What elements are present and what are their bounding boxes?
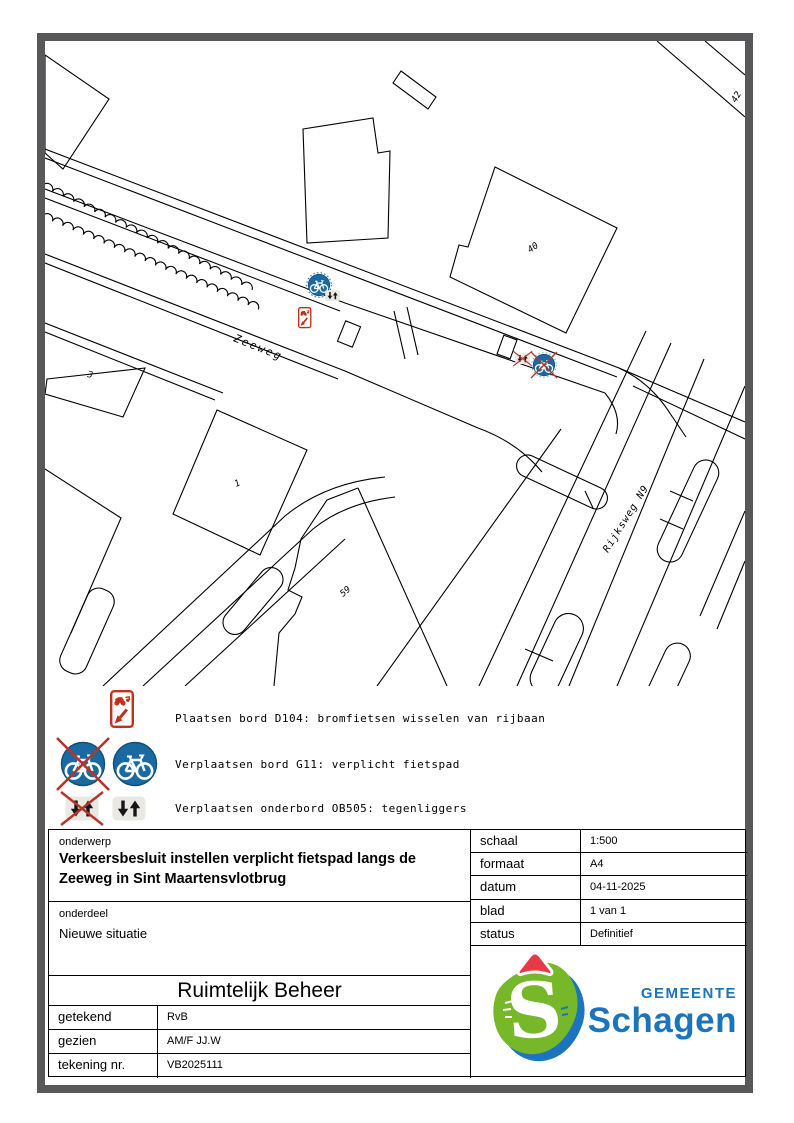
- onderwerp-label: onderwerp: [59, 836, 111, 848]
- d104-sign-icon: [110, 690, 134, 728]
- roads-zeeweg: [45, 149, 745, 472]
- svg-text:S: S: [503, 964, 565, 1057]
- blad-label: blad: [471, 900, 581, 923]
- schaal-value: 1:500: [590, 835, 618, 847]
- department-title: Ruimtelijk Beheer: [49, 976, 471, 1006]
- datum-label: datum: [471, 876, 581, 899]
- status-label: status: [471, 923, 581, 946]
- parcel-number-3: 3: [86, 370, 94, 381]
- gezien-value: AM/F JJ.W: [167, 1035, 221, 1047]
- parcel-number-1: 1: [233, 478, 243, 490]
- map-sign-d104-new: [299, 308, 311, 328]
- schaal-label: schaal: [471, 830, 581, 853]
- logo-name-text: Schagen: [587, 1000, 737, 1040]
- parcel-number-40: 40: [525, 241, 541, 256]
- onderwerp-value: Verkeersbesluit instellen verplicht fietspad langs de Zeeweg in Sint Maartensvlotbrug: [59, 851, 416, 887]
- tekening-nr-value: VB2025111: [167, 1059, 223, 1071]
- buildings: [45, 41, 745, 686]
- formaat-value: A4: [590, 858, 604, 871]
- legend-item-label-ob505: Verplaatsen onderbord OB505: tegenliggers: [175, 802, 468, 815]
- logo-cell: [471, 946, 747, 1078]
- g11-sign-crossed-icon: [60, 741, 106, 787]
- street-label-rijksweg-n9: Rijksweg N9: [601, 483, 652, 555]
- ob505-sign-crossed-icon: [65, 796, 99, 821]
- map-sign-g11-removed: [531, 352, 557, 378]
- datum-value: 04-11-2025: [590, 881, 646, 894]
- g11-sign-icon: [112, 741, 158, 787]
- formaat-label: formaat: [471, 853, 581, 876]
- onderdeel-label: onderdeel: [59, 908, 108, 920]
- status-value: Definitief: [590, 927, 633, 940]
- tree-row: [45, 183, 259, 309]
- schagen-logo-icon: [483, 949, 587, 1075]
- map-sign-ob505-removed: [513, 351, 532, 366]
- legend: [45, 686, 745, 826]
- onderdeel-value: Nieuwe situatie: [59, 926, 148, 941]
- logo-gemeente-text: GEMEENTE: [640, 984, 737, 1002]
- legend-item-label-g11: Verplaatsen bord G11: verplicht fietspad: [175, 758, 460, 771]
- parcel-number-42: 42: [729, 90, 745, 105]
- tekening-nr-label: tekening nr.: [49, 1054, 158, 1078]
- parcel-number-59: 59: [338, 584, 354, 600]
- getekend-value: RvB: [167, 1011, 188, 1023]
- map-sign-ob505-new: [325, 290, 340, 301]
- getekend-label: getekend: [49, 1006, 158, 1030]
- ob505-sign-icon: [112, 796, 146, 821]
- legend-item-label-d104: Plaatsen bord D104: bromfietsen wisselen van rijbaan: [175, 712, 546, 725]
- map-canvas: [45, 41, 745, 686]
- blad-value: 1 van 1: [590, 904, 627, 917]
- titleblock: [48, 829, 746, 1077]
- gezien-label: gezien: [49, 1030, 158, 1054]
- street-label-zeeweg: Zeeweg: [231, 331, 285, 364]
